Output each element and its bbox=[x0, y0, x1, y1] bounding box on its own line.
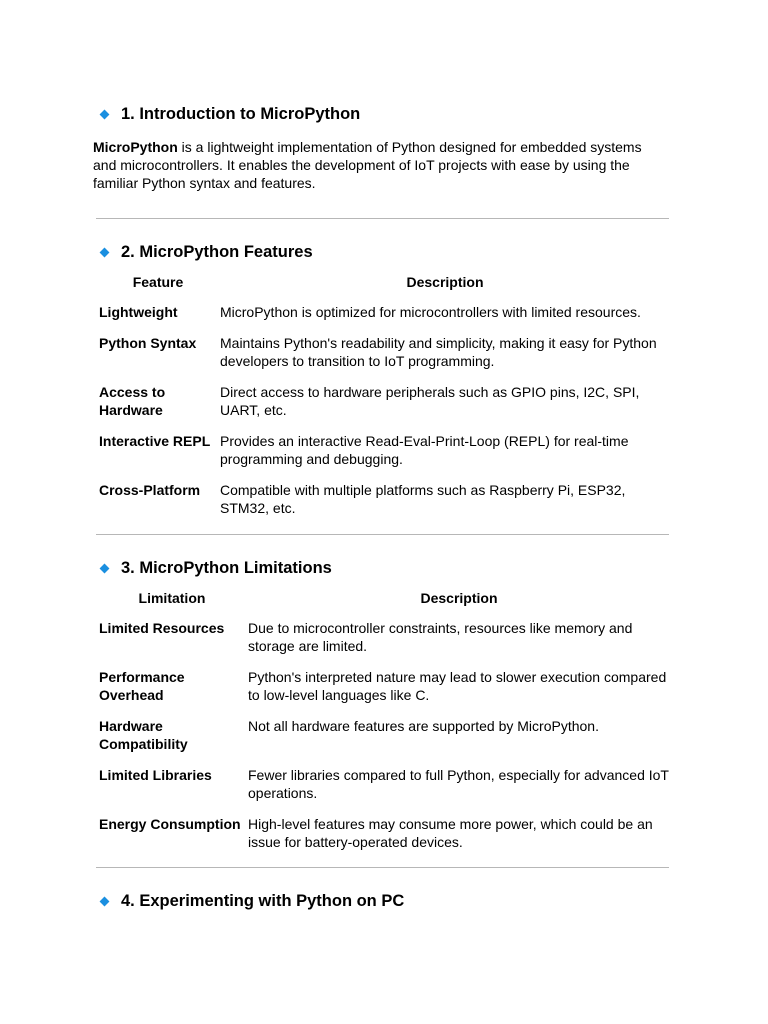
row-description: Provides an interactive Read-Eval-Print-Loop (REPL) for real-time programming and debugging. bbox=[220, 433, 629, 467]
section-heading-text: 2. MicroPython Features bbox=[121, 243, 313, 261]
row-key: Lightweight bbox=[99, 304, 178, 320]
diamond-bullet-icon bbox=[100, 563, 110, 573]
table-row bbox=[96, 668, 670, 717]
section-2 bbox=[0, 242, 768, 262]
section-divider bbox=[96, 218, 669, 219]
row-key: Interactive REPL bbox=[99, 433, 211, 449]
column-header-limitation: Limitation bbox=[138, 590, 206, 606]
intro-bold-term: MicroPython bbox=[93, 139, 178, 155]
section-heading-text: 1. Introduction to MicroPython bbox=[121, 105, 361, 123]
row-key: Access to Hardware bbox=[99, 384, 166, 418]
table-header-row bbox=[96, 589, 670, 619]
row-key: Energy Consumption bbox=[99, 816, 241, 832]
row-description: Not all hardware features are supported by MicroPython. bbox=[248, 718, 599, 734]
table-row bbox=[96, 432, 670, 481]
diamond-bullet-icon bbox=[100, 247, 110, 257]
row-description: Due to microcontroller constraints, resources like memory and storage are limited. bbox=[248, 620, 633, 654]
table-row bbox=[96, 334, 670, 383]
column-header-feature: Feature bbox=[132, 274, 184, 290]
row-key: Performance Overhead bbox=[99, 669, 185, 703]
column-header-description: Description bbox=[420, 590, 498, 606]
row-description: Python's interpreted nature may lead to slower execution compared to low-level languages like C. bbox=[248, 669, 667, 703]
table-row bbox=[96, 303, 670, 334]
intro-text: is a lightweight implementation of Python designed for embedded systems and microcontrollers. It enables the development of IoT projects with ease by using the familiar Python syntax and features. bbox=[93, 139, 642, 191]
intro-paragraph bbox=[93, 138, 668, 192]
row-description: High-level features may consume more power, which could be an issue for battery-operated devices. bbox=[248, 816, 653, 850]
row-key: Python Syntax bbox=[99, 335, 197, 351]
table-row bbox=[96, 766, 670, 815]
diamond-bullet-icon bbox=[100, 896, 110, 906]
table-row bbox=[96, 619, 670, 668]
section-heading-text: 4. Experimenting with Python on PC bbox=[121, 892, 405, 910]
row-description: Direct access to hardware peripherals such as GPIO pins, I2C, SPI, UART, etc. bbox=[220, 384, 640, 418]
row-description: Fewer libraries compared to full Python, especially for advanced IoT operations. bbox=[248, 767, 669, 801]
section-4 bbox=[0, 891, 768, 911]
section-heading bbox=[0, 891, 768, 911]
row-description: MicroPython is optimized for microcontrollers with limited resources. bbox=[220, 304, 641, 320]
table-header-row bbox=[96, 273, 670, 303]
row-key: Cross-Platform bbox=[99, 482, 201, 498]
table-row bbox=[96, 717, 670, 766]
section-3 bbox=[0, 558, 768, 578]
section-divider bbox=[96, 534, 669, 535]
section-heading bbox=[0, 104, 768, 124]
diamond-bullet-icon bbox=[100, 109, 110, 119]
section-1 bbox=[0, 104, 768, 124]
section-heading-text: 3. MicroPython Limitations bbox=[121, 559, 332, 577]
row-description: Compatible with multiple platforms such as Raspberry Pi, ESP32, STM32, etc. bbox=[220, 482, 626, 516]
section-divider bbox=[96, 867, 669, 868]
section-heading bbox=[0, 558, 768, 578]
table-row bbox=[96, 481, 670, 530]
row-key: Hardware Compatibility bbox=[99, 718, 188, 752]
table-row bbox=[96, 383, 670, 432]
features-table bbox=[96, 273, 670, 530]
limitations-table bbox=[96, 589, 670, 864]
row-description: Maintains Python's readability and simplicity, making it easy for Python developers to transition to IoT programming. bbox=[220, 335, 657, 369]
section-heading bbox=[0, 242, 768, 262]
table-row bbox=[96, 815, 670, 864]
row-key: Limited Libraries bbox=[99, 767, 212, 783]
column-header-description: Description bbox=[406, 274, 484, 290]
row-key: Limited Resources bbox=[99, 620, 225, 636]
